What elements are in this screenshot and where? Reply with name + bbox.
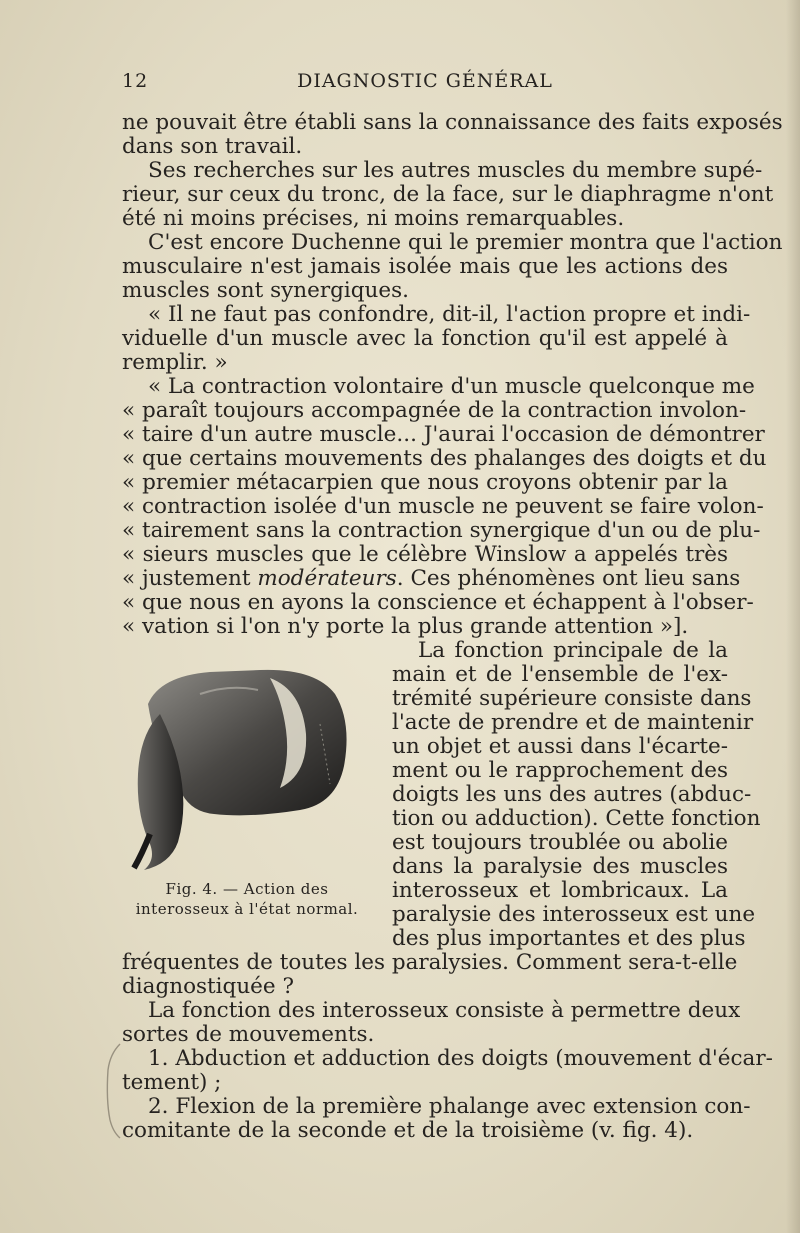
list-item-continuation: comitante de la seconde et de la troisième (v. fig. 4). bbox=[122, 1118, 694, 1143]
text-line: rieur, sur ceux du tronc, de la face, sur le diaphragme n'ont bbox=[122, 182, 774, 207]
quote-line: « contraction isolée d'un muscle ne peuvent se faire volon- bbox=[122, 494, 764, 519]
text-line: « Il ne faut pas confondre, dit-il, l'action propre et indi- bbox=[148, 302, 751, 327]
quote-line: « que nous en ayons la conscience et échappent à l'obser- bbox=[122, 590, 754, 615]
text-line: remplir. » bbox=[122, 350, 228, 375]
italic-term: modérateurs bbox=[257, 566, 397, 591]
text-line: tion ou adduction). Cette fonction bbox=[392, 806, 761, 831]
list-item: 2. Flexion de la première phalange avec extension con- bbox=[148, 1094, 751, 1119]
text-line: main et de l'ensemble de l'ex- bbox=[392, 662, 728, 687]
quote-line: « tairement sans la contraction synergique d'un ou de plu- bbox=[122, 518, 761, 543]
text-line: doigts les uns des autres (abduc- bbox=[392, 782, 752, 807]
quote-line: « que certains mouvements des phalanges des doigts et du bbox=[122, 446, 767, 471]
text-line: musculaire n'est jamais isolée mais que les actions des bbox=[122, 254, 728, 279]
quote-line bbox=[122, 566, 741, 591]
text-line: est toujours troublée ou abolie bbox=[392, 830, 728, 855]
running-title: DIAGNOSTIC GÉNÉRAL bbox=[297, 70, 553, 92]
quote-line: « premier métacarpien que nous croyons obtenir par la bbox=[122, 470, 728, 495]
quote-line: « vation si l'on n'y porte la plus grande attention »]. bbox=[122, 614, 689, 639]
text-line: un objet et aussi dans l'écarte- bbox=[392, 734, 728, 759]
text-line: sortes de mouvements. bbox=[122, 1022, 375, 1047]
text-line: ment ou le rapprochement des bbox=[392, 758, 728, 783]
margin-pencil-mark bbox=[104, 1040, 122, 1140]
text-line: trémité supérieure consiste dans bbox=[392, 686, 752, 711]
text-line: muscles sont synergiques. bbox=[122, 278, 409, 303]
figure-4 bbox=[122, 660, 362, 920]
text-line: La fonction des interosseux consiste à permettre deux bbox=[148, 998, 741, 1023]
quote-text: « justement bbox=[122, 566, 258, 591]
quote-line: « taire d'un autre muscle... J'aurai l'occasion de démontrer bbox=[122, 422, 765, 447]
figure-caption-line1: Fig. 4. — Action des bbox=[165, 880, 329, 898]
text-line: dans la paralysie des muscles bbox=[392, 854, 728, 879]
text-line: ne pouvait être établi sans la connaissance des faits exposés bbox=[122, 110, 783, 135]
list-item-continuation: tement) ; bbox=[122, 1070, 222, 1095]
list-item: 1. Abduction et adduction des doigts (mouvement d'écar- bbox=[148, 1046, 773, 1071]
text-line: été ni moins précises, ni moins remarquables. bbox=[122, 206, 625, 231]
quote-line: « sieurs muscles que le célèbre Winslow a appelés très bbox=[122, 542, 728, 567]
text-line: interosseux et lombricaux. La bbox=[392, 878, 728, 903]
running-head bbox=[122, 70, 728, 98]
hand-photograph bbox=[130, 664, 356, 876]
figure-caption-line2: interosseux à l'état normal. bbox=[135, 900, 359, 918]
page-number: 12 bbox=[122, 70, 149, 92]
text-line: l'acte de prendre et de maintenir bbox=[392, 710, 754, 735]
text-line: dans son travail. bbox=[122, 134, 303, 159]
text-line: La fonction principale de la bbox=[418, 638, 728, 663]
text-line: paralysie des interosseux est une bbox=[392, 902, 756, 927]
text-line: C'est encore Duchenne qui le premier montra que l'action bbox=[148, 230, 783, 255]
quote-text: . Ces phénomènes ont lieu sans bbox=[396, 566, 741, 591]
quote-line: « paraît toujours accompagnée de la contraction involon- bbox=[122, 398, 747, 423]
text-line: Ses recherches sur les autres muscles du membre supé- bbox=[148, 158, 763, 183]
text-line: fréquentes de toutes les paralysies. Comment sera-t-elle bbox=[122, 950, 738, 975]
text-line: diagnostiquée ? bbox=[122, 974, 294, 999]
quote-line: « La contraction volontaire d'un muscle quelconque me bbox=[148, 374, 755, 399]
text-line: des plus importantes et des plus bbox=[392, 926, 746, 951]
page-edge-shadow bbox=[786, 0, 800, 1233]
text-line: viduelle d'un muscle avec la fonction qu'il est appelé à bbox=[122, 326, 728, 351]
